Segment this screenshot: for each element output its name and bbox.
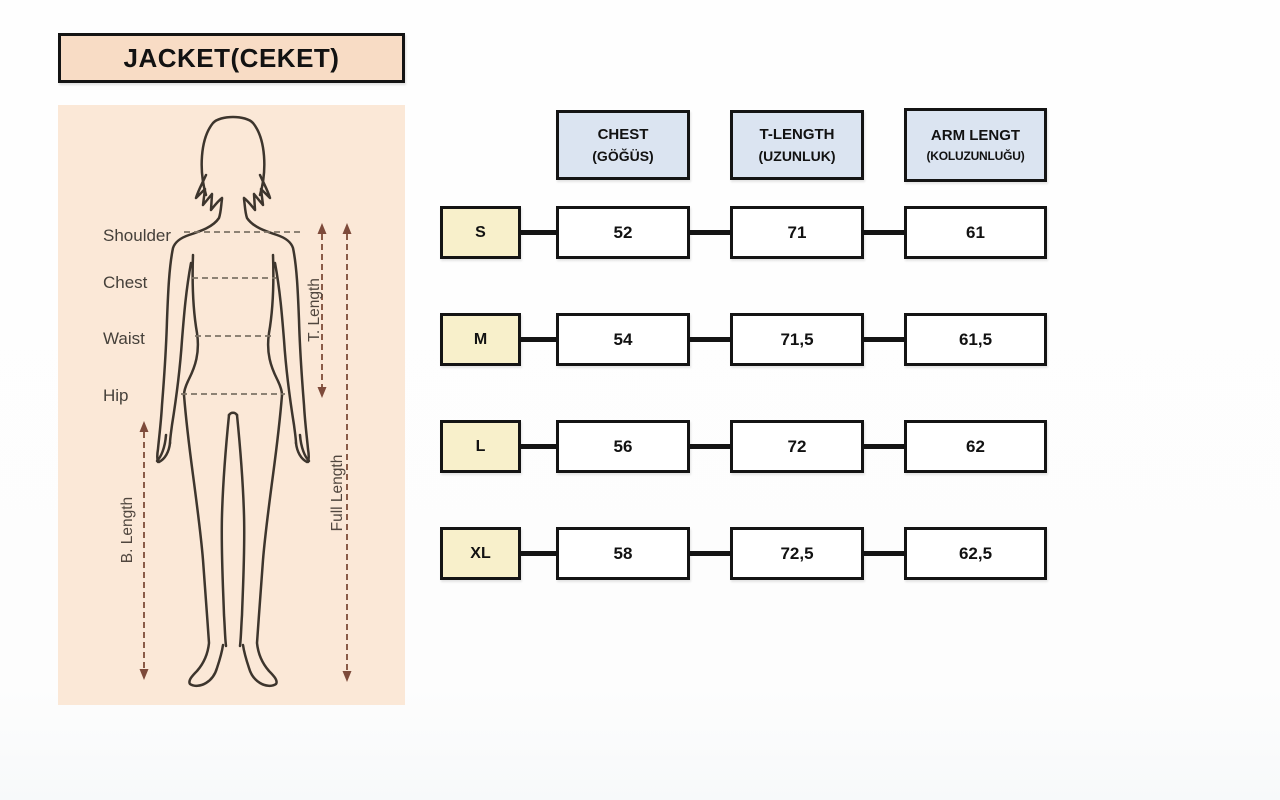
chest-value-cell-m [556, 313, 690, 366]
title-box [58, 33, 405, 83]
label-hip: Hip [103, 386, 129, 405]
header-t-length-line2: (UZUNLUK) [758, 148, 836, 164]
connector-line [518, 551, 558, 556]
header-arm-length-line2: (KOLUZUNLUĞU) [926, 149, 1025, 163]
arm-length-value: 61 [966, 222, 985, 242]
body-diagram-panel [58, 105, 405, 705]
chest-value: 52 [613, 222, 633, 242]
t-length-value-cell-s [730, 206, 864, 259]
t-length-value-cell-l [730, 420, 864, 473]
chest-value-cell-s [556, 206, 690, 259]
connector-line [518, 444, 558, 449]
t-length-value-cell-xl [730, 527, 864, 580]
size-label: M [473, 330, 488, 348]
header-cell-arm-length [904, 108, 1047, 182]
header-arm-length-line1: ARM LENGT [930, 127, 1021, 144]
t-length-value: 72,5 [780, 543, 814, 563]
connector-line [518, 230, 558, 235]
arm-length-value: 62 [966, 436, 985, 456]
arm-length-value-cell-s [904, 206, 1047, 259]
chest-value: 58 [613, 543, 633, 563]
t-length-value-cell-m [730, 313, 864, 366]
chest-value-cell-l [556, 420, 690, 473]
size-cell-s [440, 206, 521, 259]
connector-line [862, 444, 906, 449]
connector-line [688, 551, 732, 556]
t-length-value: 71 [787, 222, 807, 242]
size-label: S [475, 223, 486, 241]
arm-length-value: 61,5 [958, 329, 993, 349]
arm-length-value: 62,5 [958, 543, 993, 563]
label-shoulder: Shoulder [103, 226, 172, 245]
t-length-value: 72 [787, 436, 807, 456]
header-chest-line1: CHEST [597, 126, 649, 143]
label-t-length: T. Length [306, 278, 323, 342]
chest-value: 56 [613, 436, 633, 456]
label-full-length: Full Length [329, 454, 346, 532]
header-cell-t-length [730, 110, 864, 180]
connector-line [862, 551, 906, 556]
arm-length-value-cell-xl [904, 527, 1047, 580]
size-label: XL [470, 544, 491, 562]
size-label: L [475, 437, 486, 455]
arm-length-value-cell-m [904, 313, 1047, 366]
header-cell-chest [556, 110, 690, 180]
size-cell-l [440, 420, 521, 473]
connector-line [862, 337, 906, 342]
page-title: JACKET(CEKET) [123, 42, 340, 73]
chest-value: 54 [613, 329, 633, 349]
arm-length-value-cell-l [904, 420, 1047, 473]
size-cell-m [440, 313, 521, 366]
header-t-length-line1: T-LENGTH [759, 126, 835, 143]
connector-line [688, 444, 732, 449]
connector-line [862, 230, 906, 235]
label-b-length: B. Length [119, 496, 136, 564]
chest-value-cell-xl [556, 527, 690, 580]
connector-line [688, 337, 732, 342]
header-chest-line2: (GÖĞÜS) [592, 148, 654, 164]
label-waist: Waist [103, 329, 145, 348]
t-length-value: 71,5 [780, 329, 814, 349]
size-cell-xl [440, 527, 521, 580]
connector-line [688, 230, 732, 235]
connector-line [518, 337, 558, 342]
label-chest: Chest [103, 273, 148, 292]
